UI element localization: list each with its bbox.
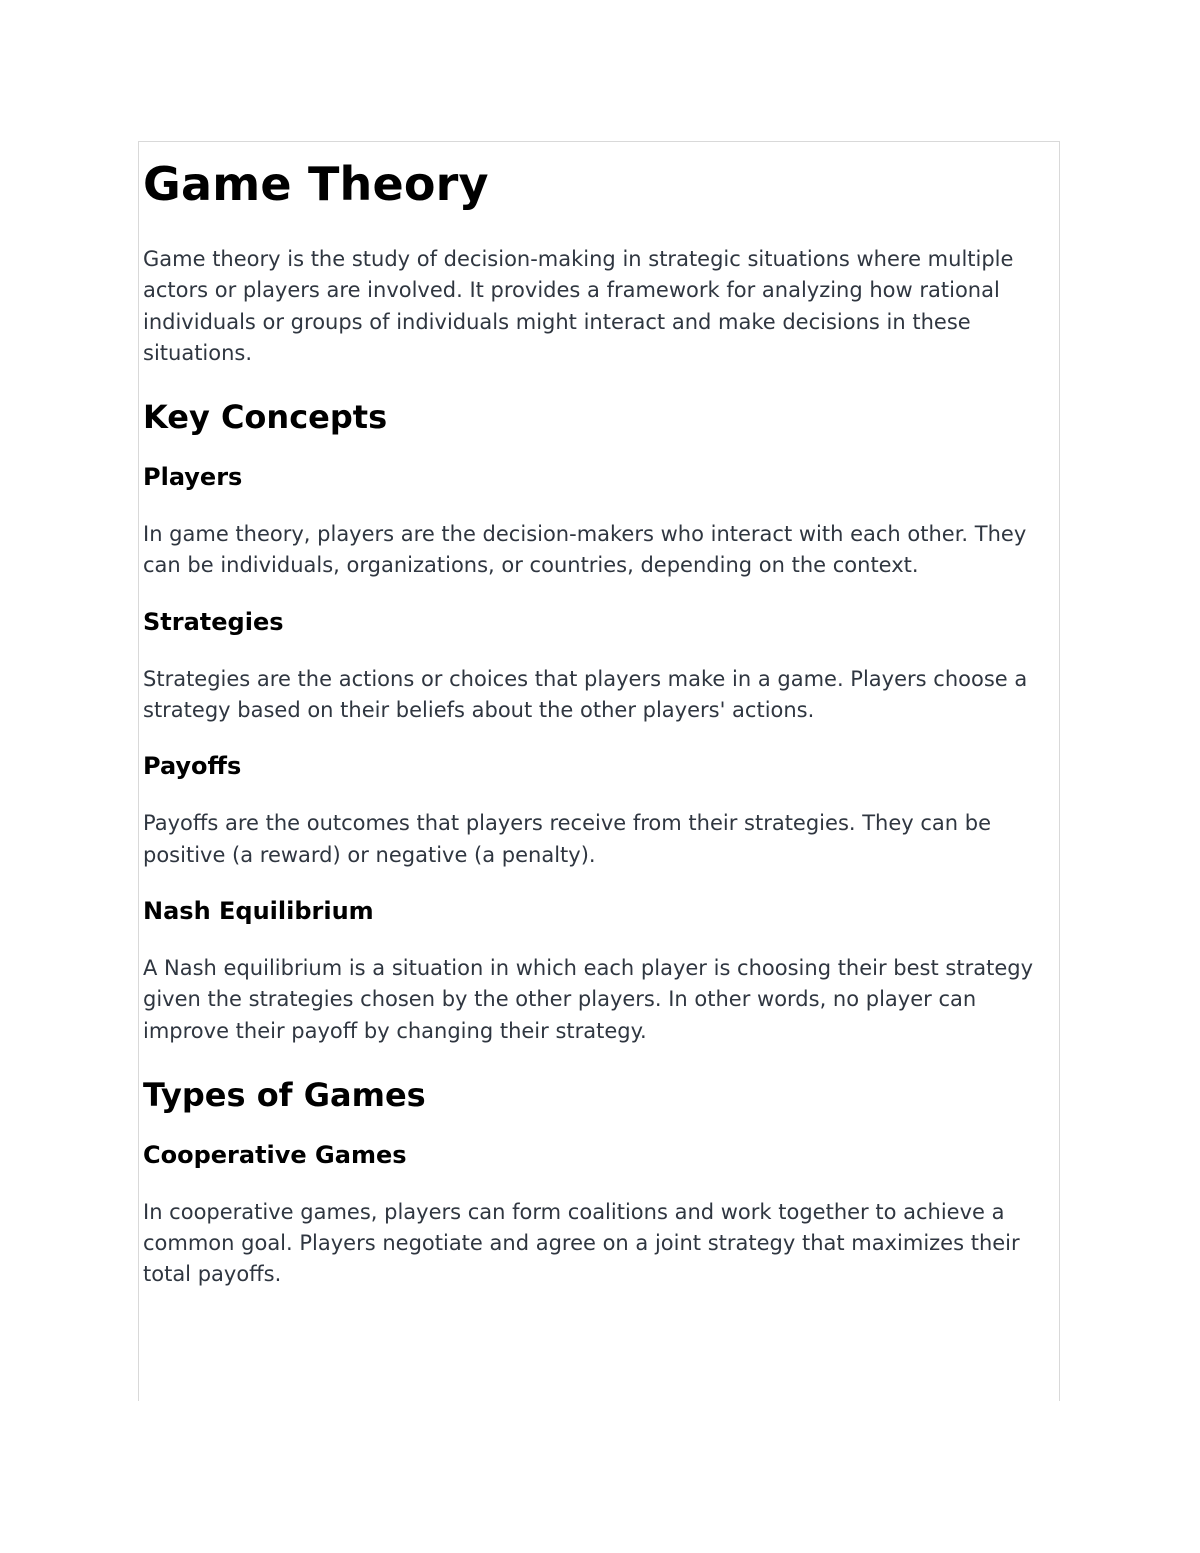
section-heading-types-of-games: Types of Games: [143, 1075, 426, 1114]
subsection-heading-players: Players: [143, 463, 243, 492]
document-content: [139, 142, 1059, 1291]
paragraph-strategies: Strategies are the actions or choices that players make in a game. Players choose a strategy based on their beliefs about the other players' actions.: [143, 666, 1028, 723]
subsection-heading-strategies: Strategies: [143, 607, 284, 636]
subsection-heading-cooperative-games: Cooperative Games: [143, 1140, 407, 1169]
paragraph-cooperative-games: In cooperative games, players can form coalitions and work together to achieve a common goal. Players negotiate and agree on a joint strategy that maximizes their total payoffs.: [143, 1199, 1020, 1287]
document-frame: [138, 141, 1060, 1401]
section-heading-key-concepts: Key Concepts: [143, 398, 388, 437]
page-title: Game Theory: [143, 157, 489, 211]
paragraph-players: In game theory, players are the decision-makers who interact with each other. They can be individuals, organizations, or countries, depending on the context.: [143, 522, 1027, 578]
subsection-heading-payoffs: Payoffs: [143, 752, 242, 781]
paragraph-nash-equilibrium: A Nash equilibrium is a situation in which each player is choosing their best strategy given the strategies chosen by the other players. In other words, no player can improve their payoff by changing their strategy.: [143, 955, 1033, 1043]
paragraph-payoffs: Payoffs are the outcomes that players receive from their strategies. They can be positive (a reward) or negative (a penalty).: [143, 811, 992, 867]
subsection-heading-nash-equilibrium: Nash Equilibrium: [143, 896, 374, 925]
intro-paragraph: Game theory is the study of decision-making in strategic situations where multiple actors or players are involved. It provides a framework for analyzing how rational individuals or groups of individuals might interact and make decisions in these situations.: [143, 247, 1014, 365]
